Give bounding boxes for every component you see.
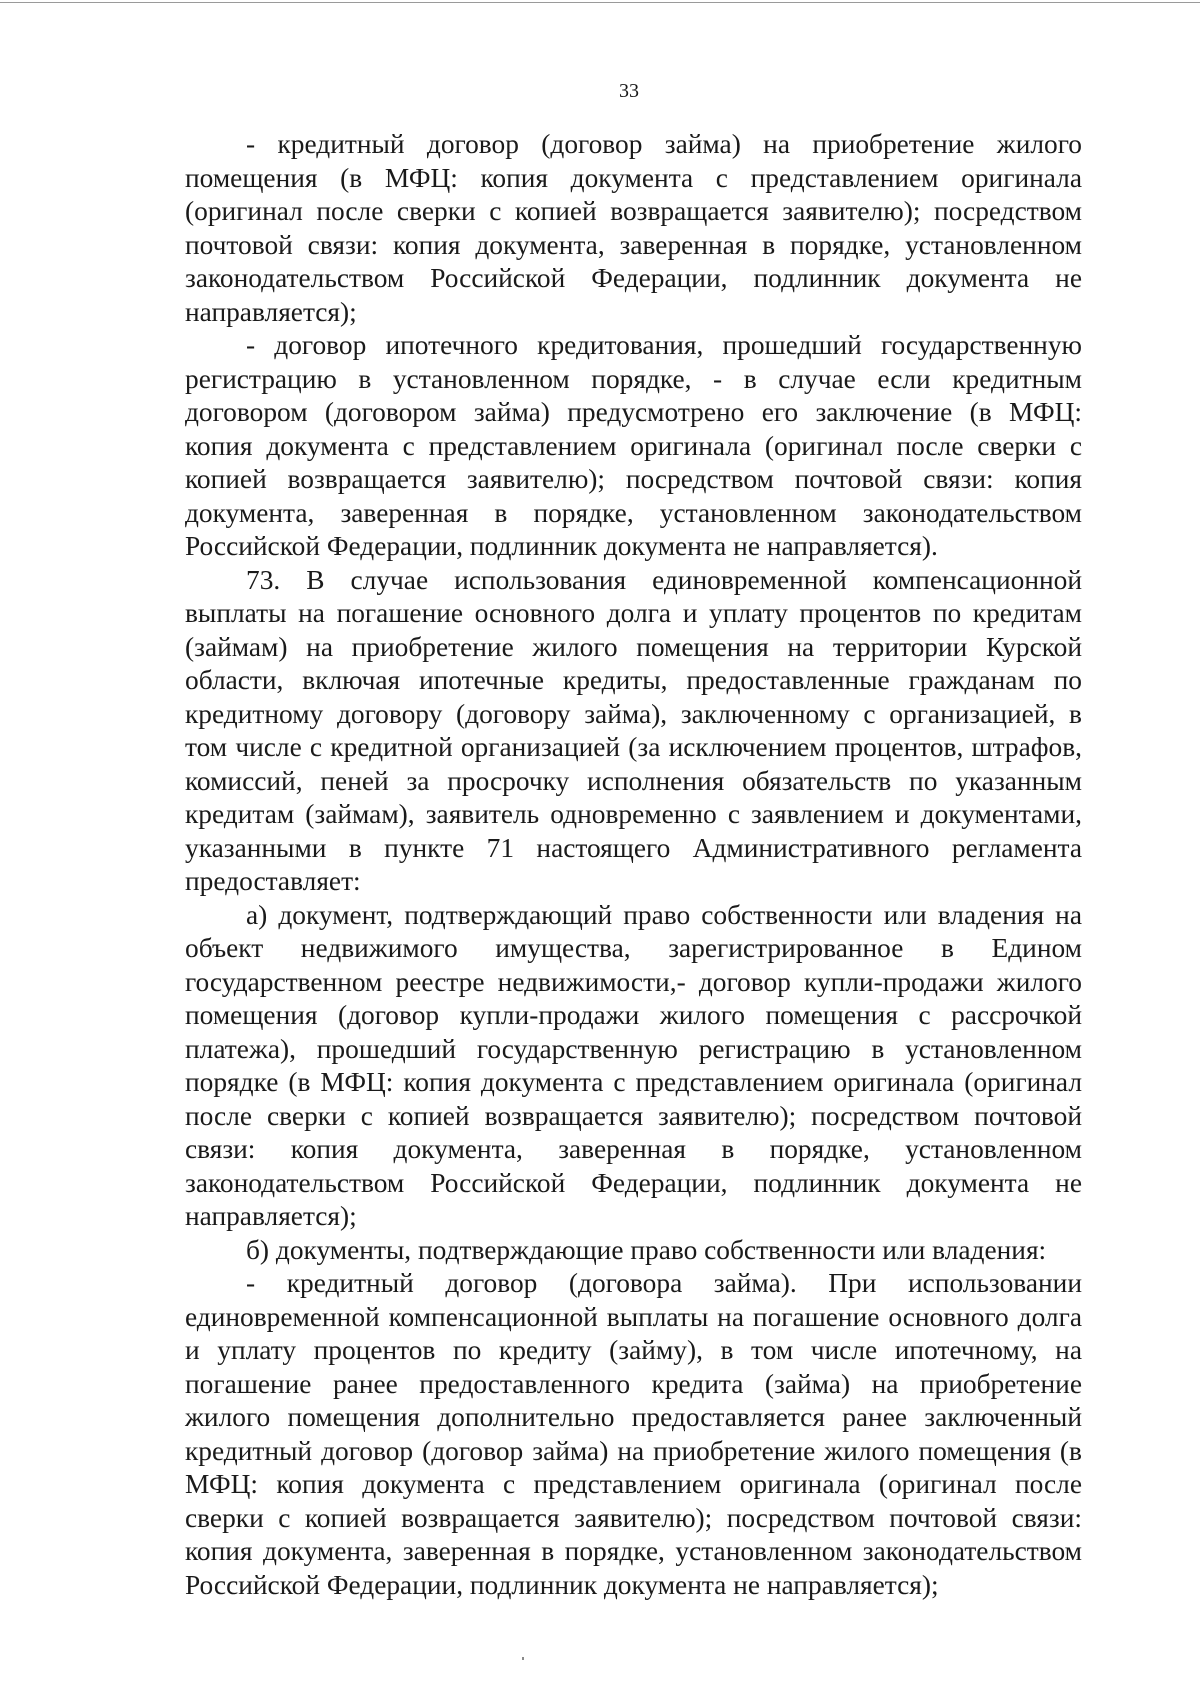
paragraph-clause-73: 73. В случае использования единовременной компенсационной выплаты на погашение основного долга и уплату процентов по кредитам (займам) на приобретение жилого помещения на территории Курской области, включая ипотечные кредиты, предоставленные гражданам по кредитному договору (договору займа), заключенному с организацией, в том числе с кредитной организацией (за исключением процентов, штрафов, комиссий, пеней за просрочку исполнения обязательств по указанным кредитам (займам), заявитель одновременно с заявлением и документами, указанными в пункте 71 настоящего Административного регламента предоставляет: <box>185 564 1082 896</box>
paragraph-mortgage-agreement: - договор ипотечного кредитования, прошедший государственную регистрацию в установленном порядке, - в случае если кредитным договором (договором займа) предусмотрено его заключение (в МФЦ: копия документа с представлением оригинала (оригинал после сверки с копией возвращается заявителю); посредством почтовой связи: копия документа, заверенная в порядке, установленном законодательством Российской Федерации, подлинник документа не направляется). <box>185 330 1082 561</box>
page-number: 33 <box>619 80 639 102</box>
scan-top-edge <box>0 2 1200 3</box>
paragraph-credit-agreement: - кредитный договор (договор займа) на приобретение жилого помещения (в МФЦ: копия документа с представлением оригинала (оригинал после сверки с копией возвращается заявителю); посредством почтовой связи: копия документа, заверенная в порядке, установленном законодательством Российской Федерации, подлинник документа не направляется); <box>185 129 1082 327</box>
paragraph-loan-agreement: - кредитный договор (договора займа). При использовании единовременной компенсационной выплаты на погашение основного долга и уплату процентов по кредиту (займу), в том числе ипотечному, на погашение ранее предоставленного кредита (займа) на приобретение жилого помещения дополнительно предоставляется ранее заключенный кредитный договор (договор займа) на приобретение жилого помещения (в МФЦ: копия документа с представлением оригинала (оригинал после сверки с копией возвращается заявителю); посредством почтовой связи: копия документа, заверенная в порядке, установленном законодательством Российской Федерации, подлинник документа не направляется); <box>185 1268 1082 1600</box>
document-body <box>185 128 1082 1602</box>
scan-speck <box>522 1657 524 1660</box>
paragraph-item-a: а) документ, подтверждающий право собственности или владения на объект недвижимого имущества, зарегистрированное в Едином государственном реестре недвижимости,- договор купли-продажи жилого помещения (договор купли-продажи жилого помещения с рассрочкой платежа), прошедший государственную регистрацию в установленном порядке (в МФЦ: копия документа с представлением оригинала (оригинал после сверки с копией возвращается заявителю); посредством почтовой связи: копия документа, заверенная в порядке, установленном законодательством Российской Федерации, подлинник документа не направляется); <box>185 899 1082 1231</box>
paragraph-item-b: б) документы, подтверждающие право собственности или владения: <box>246 1234 1047 1265</box>
